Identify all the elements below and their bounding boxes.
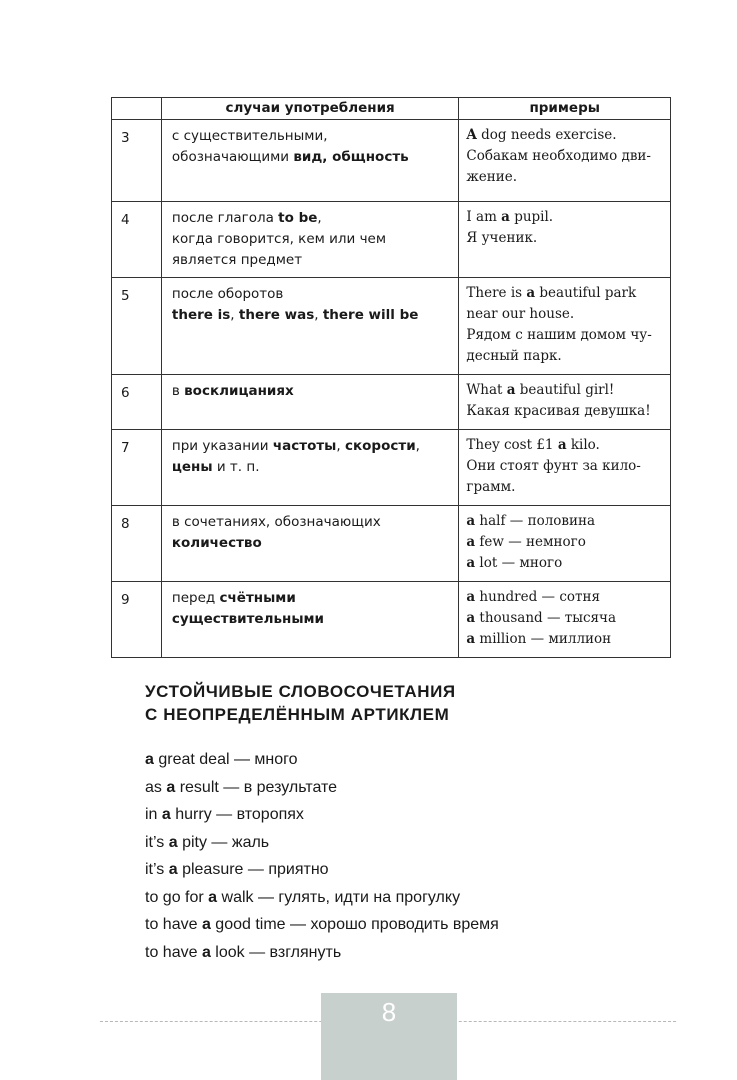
- bold-text: вид, общность: [293, 149, 409, 165]
- text-run: result — в результате: [175, 778, 338, 796]
- text-run: обозначающими: [171, 149, 294, 165]
- row-number: 8: [112, 506, 162, 582]
- text-run: it’s: [145, 833, 169, 851]
- bold-text: a: [161, 806, 171, 823]
- usage-cell: [161, 278, 459, 375]
- bold-text: there was: [238, 307, 315, 323]
- cell-line: [466, 608, 665, 629]
- cell-line: [466, 380, 665, 401]
- bold-text: количество: [171, 535, 262, 551]
- bold-text: a: [466, 555, 476, 571]
- cell-line: [466, 125, 665, 146]
- cell-line: [466, 587, 665, 608]
- text-run: hurry — второпях: [170, 806, 304, 823]
- row-number: 9: [112, 582, 162, 658]
- cell-line: [466, 532, 665, 553]
- cell-line: [466, 456, 665, 477]
- text-run: pity — жаль: [177, 833, 270, 851]
- bold-text: счётными: [219, 590, 296, 606]
- text-run: в: [171, 383, 185, 399]
- cell-line: [172, 126, 453, 147]
- bold-text: a: [501, 209, 510, 225]
- text-run: They cost £1: [466, 437, 558, 453]
- cell-line: [466, 304, 665, 325]
- cell-line: [466, 401, 665, 422]
- text-run: является предмет: [171, 252, 303, 268]
- text-run: Собакам необходимо дви-: [466, 148, 651, 164]
- cell-line: [466, 207, 665, 228]
- text-run: Они стоят фунт за кило-: [466, 458, 641, 474]
- text-run: in: [145, 806, 162, 823]
- text-run: I am: [466, 209, 502, 225]
- table-row: [112, 375, 671, 430]
- bold-text: a: [466, 610, 476, 626]
- cell-line: [172, 250, 453, 271]
- phrase-item: [145, 829, 625, 857]
- bold-text: a: [466, 513, 476, 529]
- text-run: после глагола: [171, 210, 279, 226]
- text-run: перед: [171, 590, 220, 606]
- cell-line: [172, 305, 453, 326]
- row-number: 4: [112, 202, 162, 278]
- cell-line: [466, 553, 665, 574]
- text-run: beautiful girl!: [515, 382, 615, 398]
- usage-cell: [161, 582, 459, 658]
- row-number: 5: [112, 278, 162, 375]
- text-run: hundred — сотня: [475, 589, 600, 605]
- text-run: few — немного: [475, 534, 586, 550]
- cell-line: [466, 167, 665, 188]
- bold-text: цены: [171, 459, 213, 475]
- text-run: to have: [145, 916, 202, 933]
- usage-table: [111, 97, 671, 658]
- usage-cell: [161, 430, 459, 506]
- text-run: и т. п.: [212, 459, 260, 475]
- bold-text: a: [166, 778, 176, 796]
- table-row: [112, 202, 671, 278]
- cell-line: [466, 146, 665, 167]
- phrase-list: [145, 746, 625, 966]
- text-run: it’s: [145, 861, 169, 878]
- table-row: [112, 120, 671, 202]
- phrase-item: [145, 884, 625, 912]
- cell-line: [466, 283, 665, 304]
- text-run: при указании: [171, 438, 273, 454]
- row-number: 7: [112, 430, 162, 506]
- phrase-item: [145, 801, 625, 829]
- cell-line: [172, 436, 453, 457]
- phrase-item: [145, 774, 625, 802]
- cell-line: [172, 533, 453, 554]
- header-usage: случаи употребления: [161, 98, 459, 120]
- text-run: грамм.: [466, 479, 516, 495]
- table-row: [112, 582, 671, 658]
- examples-cell: [459, 506, 671, 582]
- row-number: 6: [112, 375, 162, 430]
- table-header-row: [112, 98, 671, 120]
- text-run: с существительными,: [171, 128, 328, 144]
- phrase-item: [145, 939, 625, 967]
- page-number-box: [321, 993, 457, 1080]
- text-run: million — миллион: [475, 631, 612, 647]
- row-number: 3: [112, 120, 162, 202]
- bold-text: there will be: [322, 307, 419, 323]
- section-heading: [145, 680, 625, 726]
- text-run: после оборотов: [171, 286, 284, 302]
- cell-line: [172, 588, 453, 609]
- bold-text: A: [466, 127, 477, 143]
- text-run: as: [145, 778, 167, 796]
- table-row: [112, 506, 671, 582]
- text-run: lot — много: [475, 555, 563, 571]
- cell-line: [172, 512, 453, 533]
- text-run: ,: [415, 438, 420, 454]
- text-run: to go for: [145, 888, 209, 906]
- bold-text: восклицаниях: [184, 383, 294, 399]
- cell-line: [172, 284, 453, 305]
- bold-text: a: [466, 534, 476, 550]
- text-run: когда говорится, кем или чем: [171, 231, 387, 247]
- text-run: There is: [466, 285, 527, 301]
- cell-line: [466, 346, 665, 367]
- bold-text: a: [466, 631, 476, 647]
- text-run: Я ученик.: [466, 230, 538, 246]
- phrase-item: [145, 746, 625, 774]
- cell-line: [172, 147, 453, 168]
- text-run: kilo.: [566, 437, 600, 453]
- bold-text: a: [145, 751, 154, 768]
- bold-text: a: [201, 916, 211, 933]
- examples-cell: [459, 278, 671, 375]
- text-run: ,: [317, 210, 322, 226]
- cell-line: [172, 208, 453, 229]
- bold-text: there is: [171, 307, 231, 323]
- cell-line: [172, 609, 453, 630]
- set-phrases-section: [145, 680, 625, 966]
- text-run: thousand — тысяча: [475, 610, 617, 626]
- text-run: в сочетаниях, обозначающих: [171, 514, 381, 530]
- cell-line: [466, 477, 665, 498]
- bold-text: a: [201, 943, 211, 961]
- bold-text: a: [168, 833, 178, 851]
- table-row: [112, 278, 671, 375]
- text-run: beautiful park: [535, 285, 637, 301]
- text-run: half — половина: [475, 513, 596, 529]
- text-run: жение.: [466, 169, 518, 185]
- table-row: [112, 430, 671, 506]
- phrase-item: [145, 911, 625, 939]
- text-run: to have: [145, 943, 202, 961]
- cell-line: [466, 228, 665, 249]
- bold-text: существительными: [171, 611, 325, 627]
- bold-text: a: [208, 888, 218, 906]
- page-number: 8: [381, 997, 397, 1027]
- bold-text: скорости: [344, 438, 416, 454]
- usage-cell: [161, 506, 459, 582]
- section-heading-line: С НЕОПРЕДЕЛЁННЫМ АРТИКЛЕМ: [145, 705, 450, 724]
- text-run: ,: [230, 307, 239, 323]
- text-run: dog needs exercise.: [476, 127, 617, 143]
- bold-text: частоты: [272, 438, 337, 454]
- examples-cell: [459, 202, 671, 278]
- bold-text: a: [466, 589, 476, 605]
- phrase-item: [145, 856, 625, 884]
- text-run: десный парк.: [466, 348, 562, 364]
- usage-cell: [161, 375, 459, 430]
- bold-text: a: [506, 382, 516, 398]
- section-heading-line: УСТОЙЧИВЫЕ СЛОВОСОЧЕТАНИЯ: [145, 682, 456, 701]
- bold-text: a: [557, 437, 567, 453]
- text-run: walk — гулять, идти на прогулку: [217, 888, 461, 906]
- text-run: good time — хорошо проводить время: [210, 916, 499, 933]
- cell-line: [466, 629, 665, 650]
- examples-cell: [459, 120, 671, 202]
- bold-text: a: [526, 285, 536, 301]
- text-run: ,: [314, 307, 323, 323]
- cell-line: [172, 381, 453, 402]
- text-run: great deal — много: [153, 751, 298, 768]
- text-run: pleasure — приятно: [177, 861, 329, 878]
- header-examples: примеры: [459, 98, 671, 120]
- bold-text: a: [168, 861, 178, 878]
- examples-cell: [459, 430, 671, 506]
- cell-line: [466, 511, 665, 532]
- text-run: pupil.: [509, 209, 554, 225]
- text-run: What: [466, 382, 507, 398]
- text-run: near our house.: [466, 306, 575, 322]
- cell-line: [172, 457, 453, 478]
- cell-line: [466, 325, 665, 346]
- cell-line: [172, 229, 453, 250]
- examples-cell: [459, 375, 671, 430]
- usage-cell: [161, 202, 459, 278]
- cell-line: [466, 435, 665, 456]
- text-run: ,: [336, 438, 345, 454]
- text-run: look — взглянуть: [210, 943, 342, 961]
- usage-cell: [161, 120, 459, 202]
- examples-cell: [459, 582, 671, 658]
- header-number: [112, 98, 162, 120]
- bold-text: to be: [278, 210, 318, 226]
- text-run: Какая красивая девушка!: [466, 403, 651, 419]
- text-run: Рядом с нашим домом чу-: [466, 327, 652, 343]
